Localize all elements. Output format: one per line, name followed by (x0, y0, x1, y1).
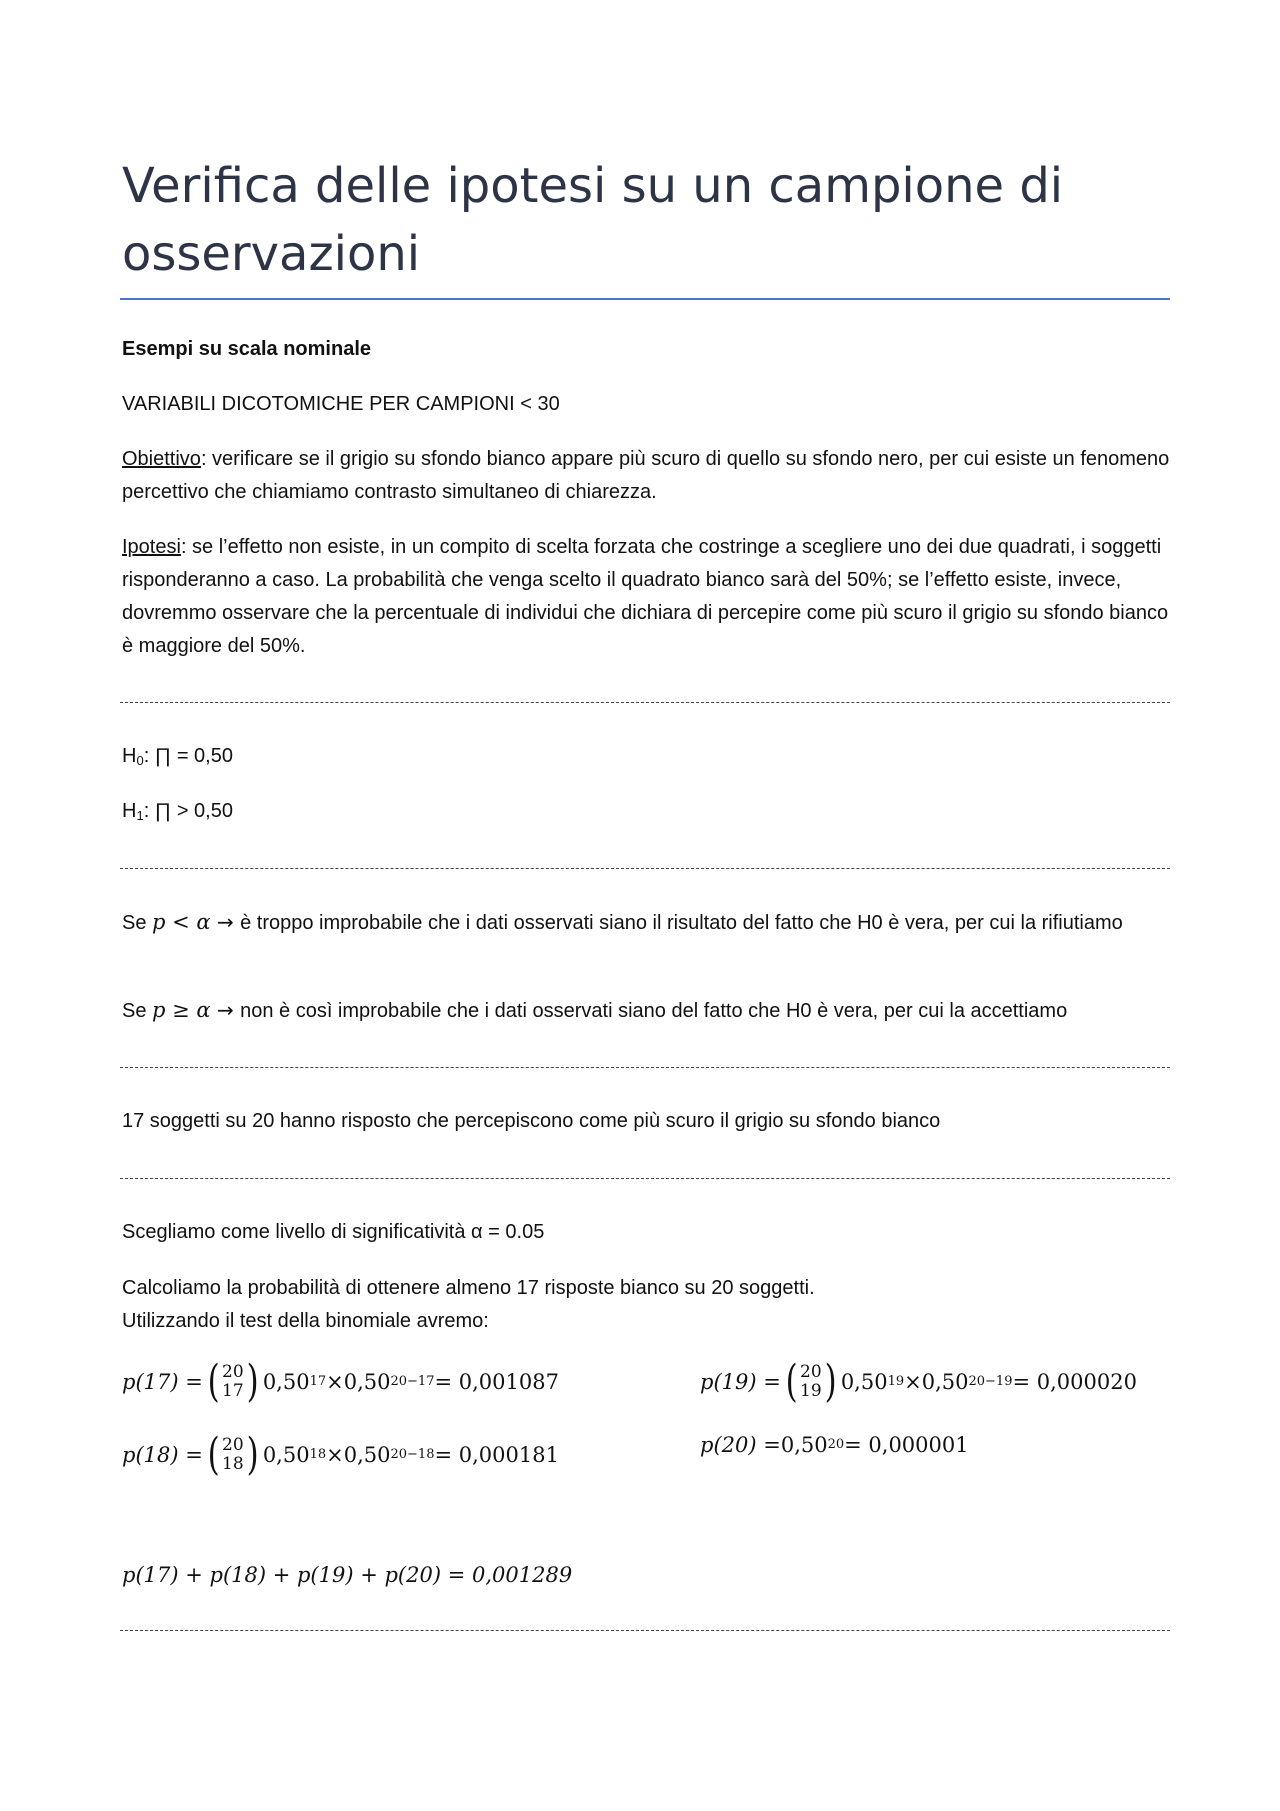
h1-subscript: 1 (136, 808, 144, 823)
binom-k: 17 (222, 1381, 244, 1401)
dashed-separator (120, 1178, 1170, 1179)
hypothesis-label: Ipotesi (122, 536, 181, 558)
sum-equation-text: p(17) + p(18) + p(19) + p(20) = 0,001289 (122, 1563, 573, 1587)
equation-p17: p(17) = ( 20 17 ) 0,50 17 × 0,50 20−17 = 0,001087 (122, 1356, 559, 1407)
null-hypothesis (122, 740, 1172, 773)
binom-n: 20 (222, 1435, 244, 1455)
equation-p19: p(19) = ( 20 19 ) 0,50 19 × 0,50 20−19 = 0,000020 (700, 1356, 1137, 1407)
arrow-icon: → (210, 910, 241, 934)
rule1-math: p < α (152, 910, 211, 934)
eq-times: × (326, 1443, 344, 1467)
hypothesis-paragraph (122, 531, 1172, 663)
eq-base: 0,50 (343, 1370, 391, 1394)
h0-subscript: 0 (136, 753, 144, 768)
h1-statement: : ∏ > 0,50 (143, 800, 233, 822)
eq-times: × (904, 1370, 922, 1394)
eq-lhs: p(18) = (122, 1443, 203, 1467)
eq-base: 0,50 (343, 1443, 391, 1467)
hypothesis-text: : se l’effetto non esiste, in un compito di scelta forzata che costringe a scegliere uno dei due quadrati, i soggetti risponderanno a caso. La probabilità che venga scelto il quadrato bianco sarà del 50%; se l’effetto esiste, invece, dovremmo osservare che la percentuale di individui che dichiara di percepire come più scuro il grigio su sfondo bianco è maggiore del 50%. (122, 536, 1169, 657)
binom-k: 18 (222, 1454, 244, 1474)
h1-symbol: H (122, 800, 137, 822)
rule2-text: non è così improbabile che i dati osservati siano del fatto che H0 è vera, per cui la accettiamo (240, 1000, 1068, 1022)
eq-base: 0,50 (840, 1370, 888, 1394)
significance-text: Scegliamo come livello di significatività α = 0.05 (122, 1221, 545, 1243)
eq-lhs: p(19) = (700, 1370, 781, 1394)
rule1-prefix: Se (122, 912, 153, 934)
eq-result: = 0,001087 (434, 1370, 559, 1394)
subheading: VARIABILI DICOTOMICHE PER CAMPIONI < 30 (122, 393, 560, 415)
calc-line-2: Utilizzando il test della binomiale avremo: (122, 1310, 489, 1332)
page-title: Verifica delle ipotesi su un campione di osservazioni (122, 158, 1064, 282)
binomial-coefficient: ( 20 17 ) (207, 1356, 259, 1407)
binomial-coefficient: ( 20 19 ) (785, 1356, 837, 1407)
binom-k: 19 (800, 1381, 822, 1401)
rule2-math: p ≥ α (152, 998, 211, 1022)
eq-times: × (326, 1370, 344, 1394)
title-underline (120, 298, 1170, 300)
section-heading: Esempi su scala nominale (122, 338, 371, 360)
binomial-coefficient: ( 20 18 ) (207, 1429, 259, 1480)
equation-p20: p(20) = 0,50 20 = 0,000001 (700, 1433, 969, 1457)
eq-lhs: p(20) = (700, 1433, 781, 1457)
h0-statement: : ∏ = 0,50 (143, 745, 233, 767)
binom-n: 20 (222, 1362, 244, 1382)
equation-p18: p(18) = ( 20 18 ) 0,50 18 × 0,50 20−18 = 0,000181 (122, 1429, 559, 1480)
eq-lhs: p(17) = (122, 1370, 203, 1394)
eq-base: 0,50 (262, 1443, 310, 1467)
decision-rule-reject (122, 906, 1172, 940)
rule2-prefix: Se (122, 1000, 153, 1022)
objective-text: : verificare se il grigio su sfondo bianco appare più scuro di quello su sfondo nero, per cui esiste un fenomeno percettivo che chiamiamo contrasto simultaneo di chiarezza. (122, 448, 1170, 503)
eq-base: 0,50 (262, 1370, 310, 1394)
dashed-separator (120, 868, 1170, 869)
calculation-intro (122, 1272, 1172, 1338)
arrow-icon: → (210, 998, 241, 1022)
eq-base: 0,50 (780, 1433, 828, 1457)
eq-result: = 0,000001 (844, 1433, 969, 1457)
dashed-separator (120, 1067, 1170, 1068)
eq-result: = 0,000020 (1012, 1370, 1137, 1394)
eq-result: = 0,000181 (434, 1443, 559, 1467)
rule1-text: è troppo improbabile che i dati osservati siano il risultato del fatto che H0 è vera, per cui la rifiutiamo (240, 912, 1123, 934)
objective-paragraph (122, 443, 1172, 509)
dashed-separator (120, 702, 1170, 703)
observation-text: 17 soggetti su 20 hanno risposto che percepiscono come più scuro il grigio su sfondo bianco (122, 1110, 941, 1132)
dashed-separator (120, 1630, 1170, 1631)
objective-label: Obiettivo (122, 448, 201, 470)
h0-symbol: H (122, 745, 137, 767)
alternative-hypothesis (122, 795, 1172, 828)
calc-line-1: Calcoliamo la probabilità di ottenere almeno 17 risposte bianco su 20 soggetti. (122, 1277, 815, 1299)
decision-rule-accept (122, 994, 1172, 1028)
eq-base: 0,50 (921, 1370, 969, 1394)
equation-sum (122, 1563, 572, 1587)
binom-n: 20 (800, 1362, 822, 1382)
